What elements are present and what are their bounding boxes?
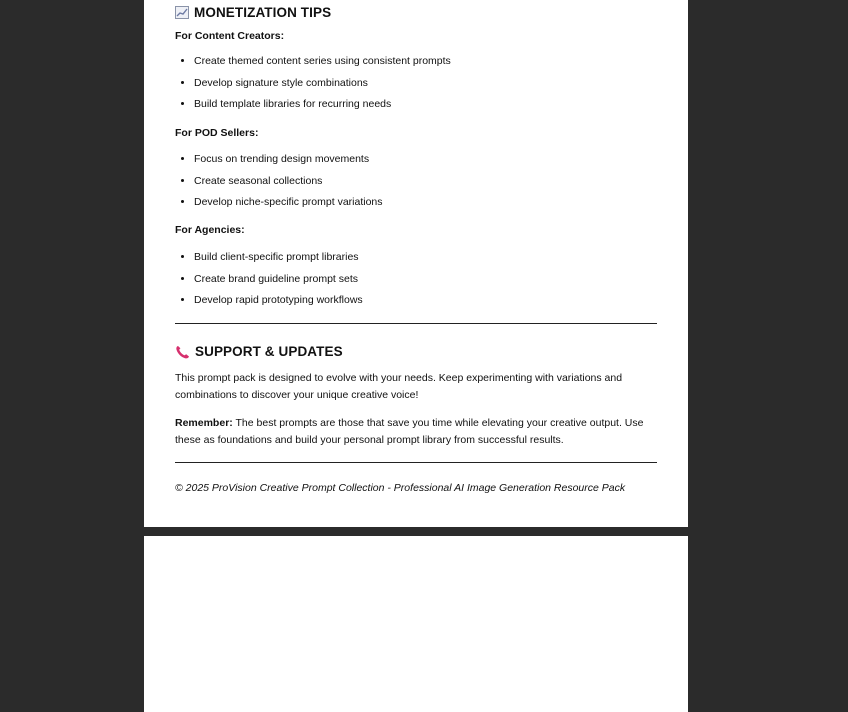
support-title: SUPPORT & UPDATES bbox=[195, 344, 343, 359]
support-heading bbox=[175, 344, 657, 359]
list-item: • Create themed content series using consistent prompts bbox=[194, 51, 657, 73]
monetization-title: MONETIZATION TIPS bbox=[194, 5, 332, 20]
group-heading-pod-sellers: For POD Sellers: bbox=[175, 127, 259, 139]
remember-paragraph bbox=[175, 415, 657, 449]
remember-text: The best prompts are those that save you time while elevating your creative output. Use these as foundations and build your personal prompt library from successful results. bbox=[175, 417, 644, 446]
list-pod-sellers bbox=[175, 149, 657, 214]
list-item: • Develop signature style combinations bbox=[194, 73, 657, 95]
list-item: • Build client-specific prompt libraries bbox=[194, 247, 657, 269]
telephone-icon bbox=[175, 345, 190, 359]
list-item: • Develop rapid prototyping workflows bbox=[194, 290, 657, 312]
list-item: • Create seasonal collections bbox=[194, 171, 657, 193]
monetization-heading bbox=[175, 5, 657, 20]
list-item: • Focus on trending design movements bbox=[194, 149, 657, 171]
group-heading-content-creators: For Content Creators: bbox=[175, 30, 285, 42]
chart-increasing-icon bbox=[175, 6, 189, 19]
group-heading-agencies: For Agencies: bbox=[175, 224, 245, 236]
list-item: • Create brand guideline prompt sets bbox=[194, 269, 657, 291]
remember-label: Remember: bbox=[175, 417, 233, 429]
section-divider bbox=[175, 323, 657, 324]
list-agencies bbox=[175, 247, 657, 312]
list-item: • Develop niche-specific prompt variations bbox=[194, 192, 657, 214]
footer-divider bbox=[175, 462, 657, 463]
support-paragraph: This prompt pack is designed to evolve with your needs. Keep experimenting with variations and combinations to discover your unique creative voice! bbox=[175, 372, 623, 401]
list-item: • Build template libraries for recurring needs bbox=[194, 94, 657, 116]
list-content-creators bbox=[175, 51, 657, 116]
document-page-2 bbox=[144, 536, 688, 712]
copyright-footer: © 2025 ProVision Creative Prompt Collection - Professional AI Image Generation Resource Pack bbox=[175, 482, 626, 494]
document-page-1 bbox=[144, 0, 688, 527]
